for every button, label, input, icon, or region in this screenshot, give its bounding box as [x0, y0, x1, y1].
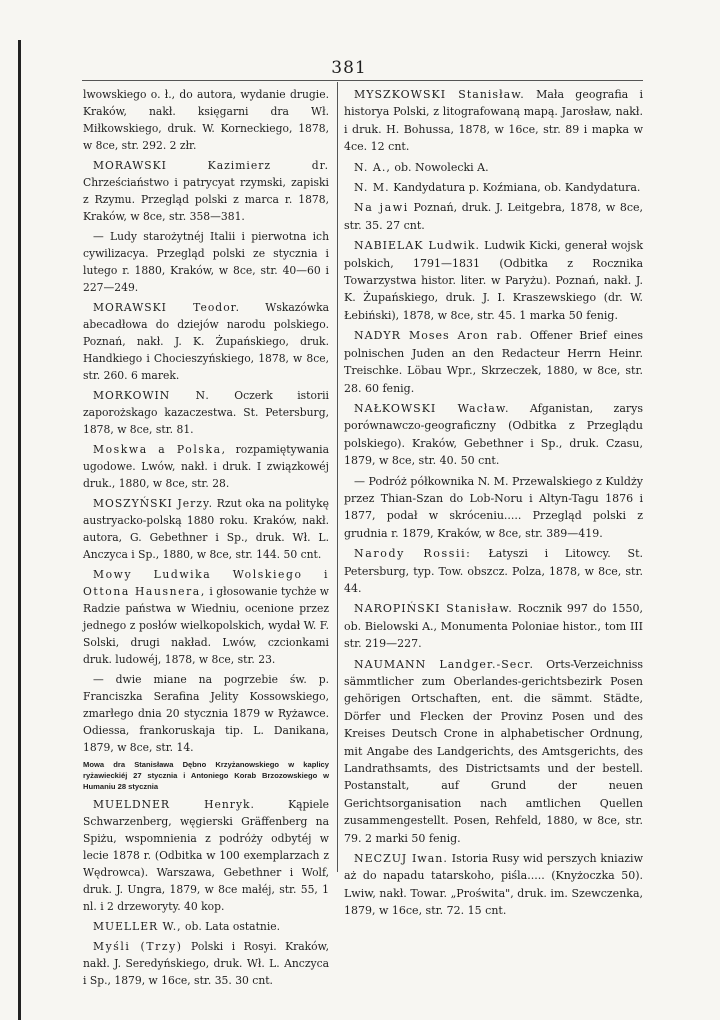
left-column: [83, 86, 329, 992]
entry: Moskwa a Polska, rozpamiętywania ugodowe. Lwów, nakł. i druk. I związkowéj druk., 1880, w 8ce, str. 28.: [83, 443, 330, 490]
entry: Na jawi Poznań, druk. J. Leitgebra, 1878, w 8ce, str. 35. 27 cnt.: [344, 201, 644, 232]
right-column: [344, 86, 643, 923]
header-rule: [82, 80, 643, 81]
entry: MOSZYŃSKI Jerzy. Rzut oka na politykę austryacko-polską 1880 roku. Kraków, nakł. autora, G. Gebethner i Sp., druk. Wł. L. Anczyca i Sp., 1880, w 8ce, str. 144. 50 cnt.: [83, 497, 329, 561]
entry: NECZUJ Iwan. Istoria Rusy wid perszych kniaziw aż do napadu tatarskoho, piśla..... (Knyżoczka 50). Lwiw, nakł. Towar. „Proświta", druk. im. Szewczenka, 1879, w 16ce, str. 72. 15 cnt.: [344, 852, 643, 918]
column-divider: [337, 82, 338, 872]
page-edge-mark: [18, 40, 21, 1020]
entry: MORAWSKI Kazimierz dr. Chrześciaństwo i patrycyat rzymski, zapiski z Rzymu. Przegląd polski z marca r. 1878, Kraków, w 8ce, str. 358—381.: [83, 159, 329, 223]
entry: MORAWSKI Teodor. Wskazówka abecadłowa do dziejów narodu polskiego. Poznań, nakł. J. K. Żupańskiego, druk. Handkiego i Chocieszyńskiego, 1878, w 8ce, str. 260. 6 marek.: [83, 301, 330, 382]
entry: NAUMANN Landger.-Secr. Orts-Verzeichniss sämmtlicher zum Oberlandes-gerichtsbezirk Posen gehörigen Ortschaften, ent. die sämmt. Städte, Dörfer und Flecken der Provinz Posen und des Kreises Deutsch Crone in alphabetischer Ordnung, mit Angabe des Landgerichts, des Amtsgerichts, des Landrathsamts, des Districtsamts und der bestell. Postanstalt, auf Grund der neuen Gerichtsorganisation nach amtlichen Quellen zusammengestellt. Posen, Rehfeld, 1880, w 8ce, str. 79. 2 marki 50 fenig.: [344, 657, 643, 845]
entry-note: Mowa dra Stanisława Dębno Krzyżanowskiego w kaplicy ryżawieckiéj 27 stycznia i Antoniego Korab Brzozowskiego w Humaniu 28 stycznia: [83, 760, 329, 791]
entry: N. A., ob. Nowolecki A.: [354, 160, 489, 174]
entry: NAROPIŃSKI Stanisław. Rocznik 997 do 1550, ob. Bielowski A., Monumenta Poloniae histor., tom III str. 219—227.: [344, 602, 643, 651]
entry: Myśli (Trzy) Polski i Rosyi. Kraków, nakł. J. Seredyńskiego, druk. Wł. L. Anczyca i Sp., 1879, w 16ce, str. 35. 30 cnt.: [83, 940, 329, 987]
entry: NABIELAK Ludwik. Ludwik Kicki, generał wojsk polskich, 1791—1831 (Odbitka z Rocznika Towarzystwa histor. liter. w Paryżu). Poznań, nakł. J. K. Żupańskiego, druk. J. I. Kraszewskiego (dr. W. Łebiński), 1878, w 8ce, str. 45. 1 marka 50 fenig.: [344, 239, 643, 322]
entry: — dwie miane na pogrzebie św. p. Franciszka Serafina Jelity Kossowskiego, zmarłego dnia 20 stycznia 1879 w Ryżawce. Odiessa, frankoruskaja tip. L. Danikana, 1879, w 8ce, str. 14.: [83, 673, 329, 754]
page-number: 381: [331, 58, 367, 78]
entry: N. M. Kandydatura p. Koźmiana, ob. Kandydatura.: [354, 181, 641, 195]
entry: MYSZKOWSKI Stanisław. Mała geografia i historya Polski, z litografowaną mapą. Jarosław, nakł. i druk. H. Bohussa, 1878, w 16ce, str. 89 i mapka w 4ce. 12 cnt.: [344, 88, 643, 154]
entry: Mowy Ludwika Wolskiego i Ottona Hausnera, i głosowanie tychże w Radzie państwa w Wiedniu, ocenione przez jednego z posłów wielkopolskich, wydał W. F. Solski, drugi nakład. Lwów, czcionkami druk. ludowéj, 1878, w 8ce, str. 23.: [83, 568, 330, 666]
entry: — Ludy starożytnéj Italii i pierwotna ich cywilizacya. Przegląd polski ze stycznia i lutego r. 1880, Kraków, w 8ce, str. 40—60 i 227—249.: [83, 230, 329, 294]
entry: MUELDNER Henryk. Kąpiele Schwarzenberg, węgierski Gräffenberg na Spiżu, wspomnienia z podróży odbytéj w lecie 1878 r. (Odbitka w 100 exemplarzach z Wędrowca). Warszawa, Gebethner i Wolf, druk. J. Ungra, 1879, w 8ce małéj, str. 55, 1 nl. i 2 drzeworyty. 40 kop.: [83, 798, 329, 913]
entry: NADYR Moses Aron rab. Offener Brief eines polnischen Juden an den Redacteur Herrn Heinr. Treischke. Löbau Wpr., Skrzeczek, 1880, w 8ce, str. 28. 60 fenig.: [344, 329, 644, 395]
entry: — Podróż półkownika N. M. Przewalskiego z Kuldży przez Thian-Szan do Lob-Noru i Altyn-Tagu 1876 i 1877, podał w skróceniu..... Przegląd polski z grudnia r. 1879, Kraków, w 8ce, str. 389—419.: [344, 474, 643, 540]
entry: MUELLER W., ob. Lata ostatnie.: [93, 920, 281, 933]
entry: lwowskiego o. ł., do autora, wydanie drugie. Kraków, nakł. księgarni dra Wł. Miłkowskiego, druk. W. Korneckiego, 1878, w 8ce, str. 292. 2 złr.: [83, 88, 329, 152]
entry: NAŁKOWSKI Wacław. Afganistan, zarys porównawczo-geograficzny (Odbitka z Przeglądu polskiego). Kraków, Gebethner i Sp., druk. Czasu, 1879, w 8ce, str. 40. 50 cnt.: [344, 401, 643, 468]
entry: Narody Rossii: Łatyszi i Litowcy. St. Petersburg, typ. Tow. obszcz. Polza, 1878, w 8ce, str. 44.: [344, 547, 644, 595]
entry: MORKOWIN N. Oczerk istorii zaporożskago kazaczestwa. St. Petersburg, 1878, w 8ce, str. 81.: [83, 389, 329, 436]
